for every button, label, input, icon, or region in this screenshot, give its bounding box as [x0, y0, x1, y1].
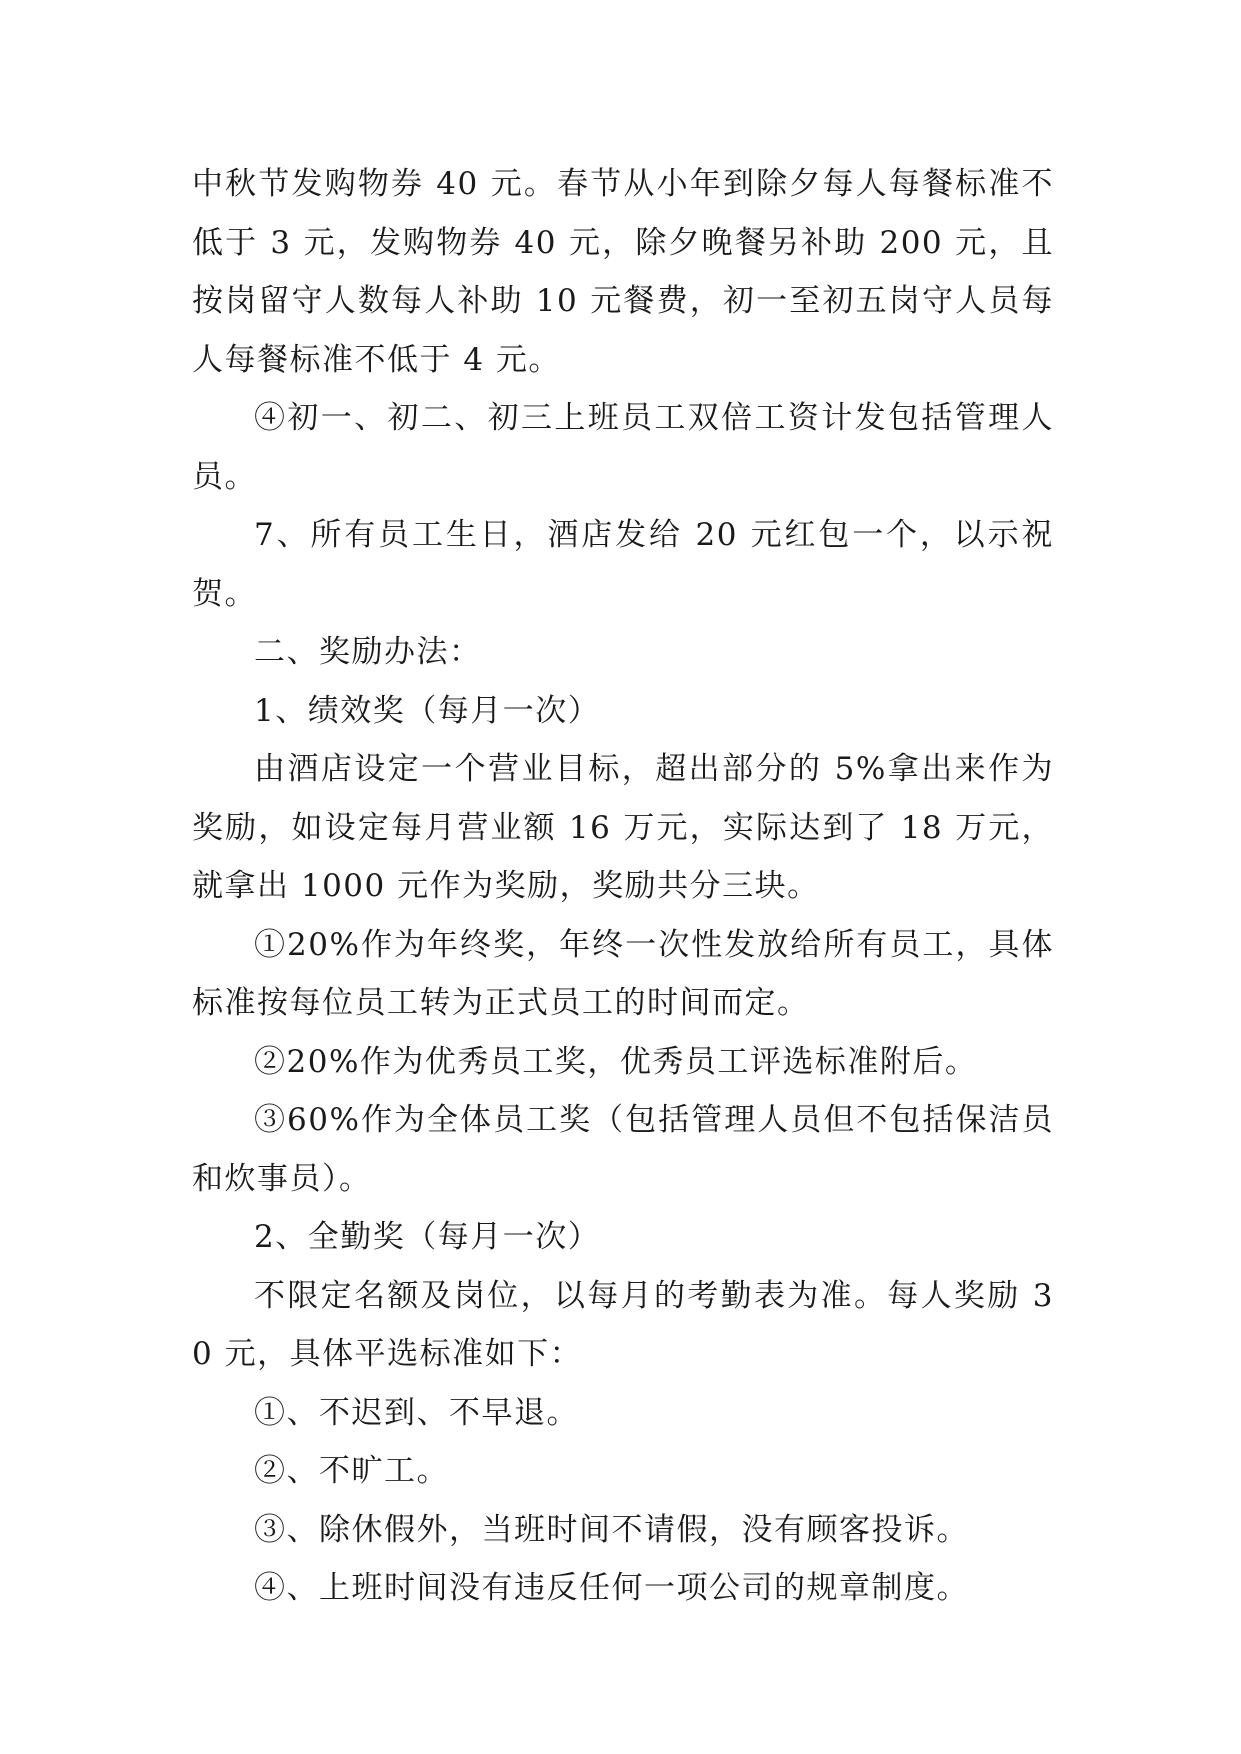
paragraph-9: ③60%作为全体员工奖（包括管理人员但不包括保洁员和炊事员）。: [192, 1102, 1054, 1197]
paragraph-1: 中秋节发购物券 40 元。春节从小年到除夕每人每餐标准不低于 3 元，发购物券 40 元，除夕晚餐另补助 200 元，且按岗留守人数每人补助 10 元餐费，初一至初五岗守人员每人每餐标准不低于 4 元。: [192, 166, 1054, 378]
document-body: [192, 155, 1054, 1618]
section-heading-rewards: 二、奖励办法：: [254, 634, 482, 670]
paragraph-11: 不限定名额及岗位，以每月的考勤表为准。每人奖励 30 元，具体平选标准如下：: [192, 1277, 1054, 1372]
list-item-3: ③、除休假外，当班时间不请假，没有顾客投诉。: [254, 1511, 969, 1548]
paragraph-2: ④初一、初二、初三上班员工双倍工资计发包括管理人员。: [192, 400, 1054, 495]
subheading-attendance-bonus: 2、全勤奖（每月一次）: [254, 1219, 601, 1255]
paragraph-7: ①20%作为年终奖，年终一次性发放给所有员工，具体标准按每位员工转为正式员工的时间而定。: [192, 926, 1054, 1021]
paragraph-6: 由酒店设定一个营业目标，超出部分的 5%拿出来作为奖励，如设定每月营业额 16 万元，实际达到了 18 万元，就拿出 1000 元作为奖励，奖励共分三块。: [192, 751, 1054, 904]
list-item-2: ②、不旷工。: [254, 1453, 449, 1489]
subheading-performance-bonus: 1、绩效奖（每月一次）: [254, 692, 601, 729]
list-item-1: ①、不迟到、不早退。: [254, 1394, 579, 1431]
paragraph-3: 7、所有员工生日，酒店发给 20 元红包一个，以示祝贺。: [192, 517, 1054, 612]
paragraph-8: ②20%作为优秀员工奖，优秀员工评选标准附后。: [254, 1043, 978, 1080]
list-item-4: ④、上班时间没有违反任何一项公司的规章制度。: [254, 1570, 969, 1606]
